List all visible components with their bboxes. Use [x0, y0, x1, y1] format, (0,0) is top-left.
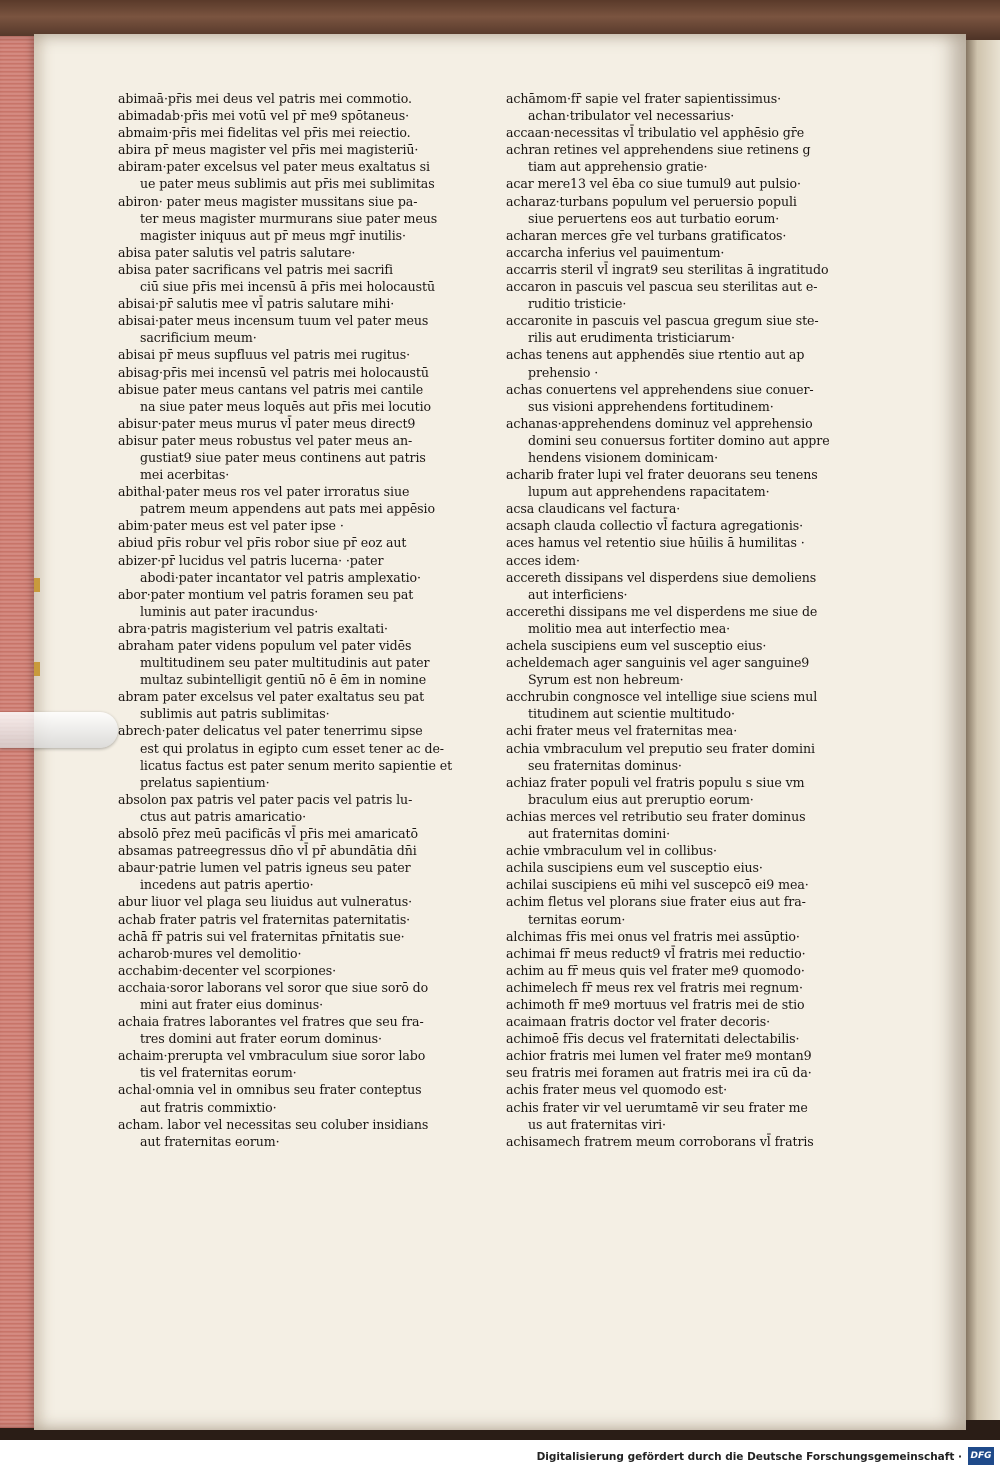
text-line: aut fraternitas eorum·	[140, 1133, 280, 1149]
text-line: achal·omnia vel in omnibus seu frater conteptus	[118, 1082, 422, 1098]
text-line: acsaph clauda collectio vl̄ factura agregationis·	[506, 518, 804, 534]
text-line: patrem meum appendens aut pats mei appēsio	[140, 501, 435, 517]
text-line: acharib frater lupi vel frater deuorans seu tenens	[506, 467, 818, 483]
text-line: achan·tribulator vel necessarius·	[528, 108, 735, 124]
text-line: seu fraternitas dominus·	[528, 757, 682, 773]
text-line: multaz subintelligit gentiū nō ē ēm in nomine	[140, 672, 427, 688]
text-line: abraham pater videns populum vel pater vidēs	[118, 638, 412, 653]
text-line: multitudinem seu pater multitudinis aut pater	[140, 655, 430, 671]
text-line: mei acerbitas·	[140, 467, 230, 483]
text-line: abizer·pr̄ lucidus vel patris lucerna· ·pater	[118, 552, 384, 568]
text-line: abodi·pater incantator vel patris amplexatio·	[140, 569, 421, 585]
text-line: absolon pax patris vel pater pacis vel patris lu-	[118, 791, 413, 807]
text-line: na siue pater meus loquēs aut pr̄is mei locutio	[140, 398, 431, 414]
text-line: achaia fratres laborantes vel fratres que seu fra-	[118, 1014, 424, 1030]
text-line: acaimaan fratris doctor vel frater decoris·	[506, 1014, 770, 1030]
text-line: abiram·pater excelsus vel pater meus exaltatus si	[118, 159, 430, 175]
text-line: abira pr̄ meus magister vel pr̄is mei magisteriū·	[118, 142, 419, 158]
text-line: acchaia·soror laborans vel soror que siue sorō do	[118, 979, 429, 995]
text-line: aut fratris commixtio·	[140, 1099, 277, 1115]
text-line: accarris steril vl̄ ingrat9 seu sterilitas ā ingratitudo	[506, 261, 829, 277]
text-line: abisai·pr̄ salutis mee vl̄ patris salutare mihi·	[118, 296, 395, 312]
text-line: abiron· pater meus magister mussitans siue pa-	[118, 193, 418, 209]
text-line: accereth dissipans vel disperdens siue demoliens	[506, 569, 817, 585]
text-line: abur liuor vel plaga seu liuidus aut vulneratus·	[118, 894, 412, 910]
text-line: abisai·pater meus incensum tuum vel pater meus	[118, 313, 429, 329]
text-line: aut fraternitas domini·	[528, 826, 671, 842]
text-line: abmaim·pr̄is mei fidelitas vel pr̄is mei reiectio.	[118, 125, 411, 141]
edge-marker	[34, 662, 40, 676]
facing-page-edge	[962, 40, 1000, 1420]
text-line: est qui prolatus in egipto cum esset tener ac de-	[140, 740, 444, 756]
text-line: acchrubin congnosce vel intellige siue sciens mul	[506, 689, 818, 705]
text-line: abimaā·pr̄is mei deus vel patris mei commotio.	[118, 91, 412, 106]
text-line: tis vel fraternitas eorum·	[140, 1065, 297, 1081]
text-line: molitio mea aut interfectio mea·	[528, 620, 731, 636]
text-line: achim au fr̄ meus quis vel frater me9 quomodo·	[506, 962, 805, 978]
text-line: tiam aut apprehensio gratie·	[528, 159, 708, 175]
text-line: abisur·pater meus murus vl̄ pater meus direct9	[118, 415, 416, 431]
text-line: abor·pater montium vel patris foramen seu pat	[118, 586, 414, 602]
dfg-logo-icon: DFG	[968, 1447, 994, 1465]
text-line: achia vmbraculum vel preputio seu frater domini	[506, 740, 815, 756]
text-line: achanas·apprehendens dominuz vel apprehensio	[506, 415, 813, 431]
text-line: abisa pater salutis vel patris salutare·	[118, 244, 356, 260]
right-text-column	[506, 90, 856, 1150]
text-line: achias merces vel retributio seu frater dominus	[506, 808, 806, 824]
text-line: sacrificium meum·	[140, 330, 257, 346]
text-line: siue peruertens eos aut turbatio eorum·	[528, 210, 780, 226]
text-line: accerethi dissipans me vel disperdens me siue de	[506, 603, 818, 619]
text-line: acheldemach ager sanguinis vel ager sanguine9	[506, 655, 810, 671]
text-line: achas tenens aut apphendēs siue rtentio aut ap	[506, 347, 805, 363]
text-line: ctus aut patris amaricatio·	[140, 808, 307, 824]
text-line: rilis aut erudimenta tristiciarum·	[528, 330, 735, 346]
text-line: abimadab·pr̄is mei votū vel pr̄ me9 spōtaneus·	[118, 108, 410, 124]
text-line: achab frater patris vel fraternitas paternitatis·	[118, 911, 411, 927]
text-line: achi frater meus vel fraternitas mea·	[506, 723, 738, 739]
text-line: gustiat9 siue pater meus continens aut patris	[140, 449, 426, 465]
text-line: achāmom·fr̄ sapie vel frater sapientissimus·	[506, 91, 782, 106]
text-line: abithal·pater meus ros vel pater irroratus siue	[118, 484, 410, 500]
text-line: abisur pater meus robustus vel pater meus an-	[118, 432, 413, 448]
bookmark-strip	[0, 712, 118, 748]
left-text-column	[118, 90, 468, 1150]
text-line: sus visioni apprehendens fortitudinem·	[528, 398, 774, 414]
text-line: acar mere13 vel ēba co siue tumul9 aut pulsio·	[506, 176, 801, 192]
text-line: ruditio tristicie·	[528, 296, 627, 312]
text-line: achela suscipiens eum vel susceptio eius·	[506, 638, 767, 653]
text-line: achila suscipiens eum vel susceptio eius·	[506, 860, 763, 876]
text-line: accaron in pascuis vel pascua seu sterilitas aut e-	[506, 279, 818, 295]
text-line: incedens aut patris apertio·	[140, 877, 314, 893]
text-line: accaronite in pascuis vel pascua gregum siue ste-	[506, 313, 819, 329]
text-line: magister iniquus aut pr̄ meus mgr̄ inutilis·	[140, 227, 406, 243]
text-line: tres domini aut frater eorum dominus·	[140, 1031, 382, 1047]
text-line: acces idem·	[506, 552, 580, 568]
text-line: alchimas fr̄is mei onus vel fratris mei assūptio·	[506, 928, 800, 944]
text-line: sublimis aut patris sublimitas·	[140, 706, 330, 722]
text-line: acharob·mures vel demolitio·	[118, 945, 302, 961]
text-line: mini aut frater eius dominus·	[140, 996, 323, 1012]
text-line: acharan merces gr̄e vel turbans gratificatos·	[506, 227, 787, 243]
text-line: abisag·pr̄is mei incensū vel patris mei holocaustū	[118, 364, 429, 380]
text-line: abiud pr̄is robur vel pr̄is robor siue pr̄ eoz aut	[118, 535, 407, 551]
text-line: luminis aut pater iracundus·	[140, 603, 319, 619]
text-line: achis frater meus vel quomodo est·	[506, 1082, 727, 1098]
text-line: abrech·pater delicatus vel pater tenerrimu sipse	[118, 723, 423, 739]
text-line: domini seu conuersus fortiter domino aut appre	[528, 432, 830, 448]
text-line: achim fletus vel plorans siue frater eius aut fra-	[506, 894, 806, 910]
text-line: achimai fr̄ meus reduct9 vl̄ fratris mei reductio·	[506, 945, 806, 961]
text-line: achie vmbraculum vel in collibus·	[506, 843, 717, 859]
text-line: acharaz·turbans populum vel peruersio populi	[506, 193, 797, 209]
footer-credit: Digitalisierung gefördert durch die Deutsche Forschungsgemeinschaft ·	[536, 1451, 962, 1463]
text-line: abisue pater meus cantans vel patris mei cantile	[118, 381, 424, 397]
text-line: lupum aut apprehendens rapacitatem·	[528, 484, 770, 500]
text-line: acchabim·decenter vel scorpiones·	[118, 962, 337, 978]
text-line: us aut fraternitas viri·	[528, 1116, 666, 1132]
text-line: achisamech fratrem meum corroborans vl̄ fratris	[506, 1133, 814, 1149]
text-line: abisai pr̄ meus supfluus vel patris mei rugitus·	[118, 347, 410, 363]
text-line: prehensio ·	[528, 364, 599, 380]
text-line: licatus factus est pater senum merito sapientie et	[140, 757, 453, 773]
text-line: accaan·necessitas vl̄ tribulatio vel apphēsio gr̄e	[506, 125, 805, 141]
text-line: absolō pr̄ez meū pacificās vl̄ pr̄is mei amaricatō	[118, 826, 418, 842]
text-line: achis frater vir vel uerumtamē vir seu frater me	[506, 1099, 808, 1115]
text-line: achimoth fr̄ me9 mortuus vel fratris mei de stio	[506, 996, 805, 1012]
text-line: ternitas eorum·	[528, 911, 626, 927]
text-line: abaur·patrie lumen vel patris igneus seu pater	[118, 860, 411, 876]
text-line: achas conuertens vel apprehendens siue conuer-	[506, 381, 814, 397]
text-line: abra·patris magisterium vel patris exaltati·	[118, 620, 388, 636]
text-line: achior fratris mei lumen vel frater me9 montan9	[506, 1048, 812, 1064]
text-line: acsa claudicans vel factura·	[506, 501, 681, 517]
text-line: achā fr̄ patris sui vel fraternitas pr̄nitatis sue·	[118, 928, 405, 944]
text-line: ue pater meus sublimis aut pr̄is mei sublimitas	[140, 176, 435, 192]
text-line: acham. labor vel necessitas seu coluber insidians	[118, 1116, 429, 1132]
text-line: achaim·prerupta vel vmbraculum siue soror labo	[118, 1048, 426, 1064]
text-line: achiaz frater populi vel fratris populu s siue vm	[506, 774, 805, 790]
text-line: abim·pater meus est vel pater ipse ·	[118, 518, 344, 534]
text-line: abram pater excelsus vel pater exaltatus seu pat	[118, 689, 425, 705]
text-line: aces hamus vel retentio siue hūilis ā humilitas ·	[506, 535, 805, 551]
text-line: ter meus magister murmurans siue pater meus	[140, 210, 438, 226]
text-line: hendens visionem dominicam·	[528, 449, 719, 465]
text-line: achimoē fr̄is decus vel fraternitati delectabilis·	[506, 1031, 800, 1047]
text-line: accarcha inferius vel pauimentum·	[506, 244, 725, 260]
text-line: achran retines vel apprehendens siue retinens g	[506, 142, 811, 158]
text-line: titudinem aut scientie multitudo·	[528, 706, 735, 722]
text-line: ciū siue pr̄is mei incensū ā pr̄is mei holocaustū	[140, 279, 436, 295]
text-line: achilai suscipiens eū mihi vel suscepcō ei9 mea·	[506, 877, 809, 893]
text-line: aut interficiens·	[528, 586, 628, 602]
text-line: abisa pater sacrificans vel patris mei sacrifi	[118, 261, 393, 277]
text-line: Syrum est non hebreum·	[528, 672, 684, 688]
text-line: prelatus sapientium·	[140, 774, 270, 790]
text-line: seu fratris mei foramen aut fratris mei ira cū da·	[506, 1065, 812, 1081]
text-line: absamas patreegressus dn̄o vl̄ pr̄ abundātia dn̄i	[118, 843, 417, 859]
text-line: achimelech fr̄ meus rex vel fratris mei regnum·	[506, 979, 803, 995]
text-line: braculum eius aut preruptio eorum·	[528, 791, 754, 807]
edge-marker	[34, 578, 40, 592]
